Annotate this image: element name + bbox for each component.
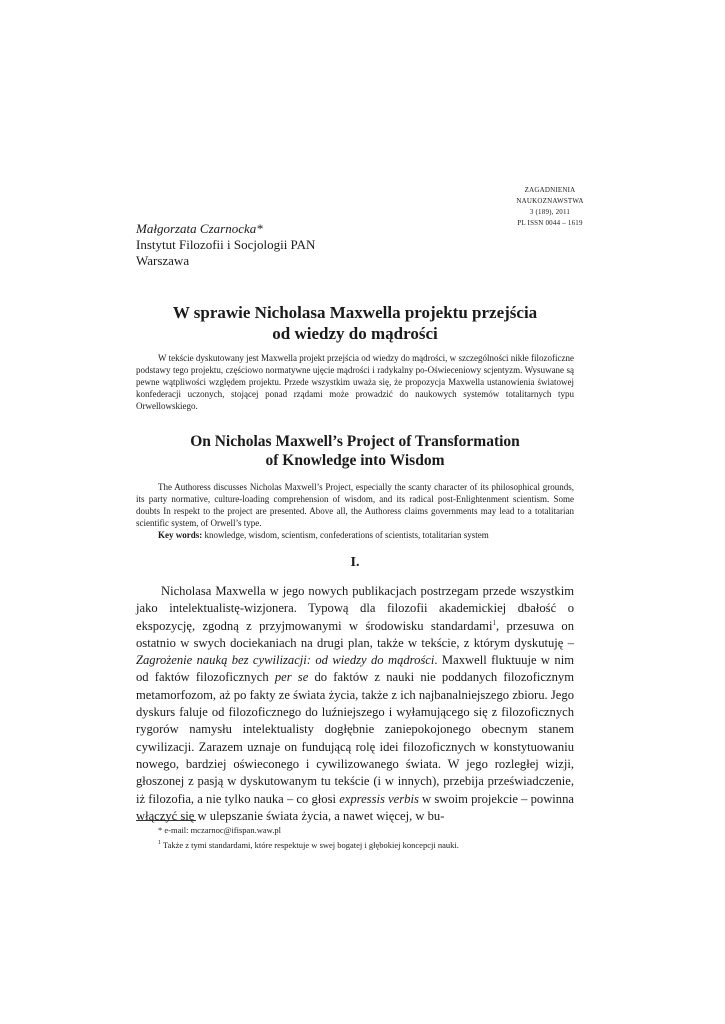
- author-city: Warszawa: [136, 253, 190, 268]
- body-p5: w swoim projekcie – powinna włączyć się w ulepszanie świata życia, a nawet więcej, w bu-: [136, 791, 574, 823]
- body-p3: . Maxwell fluktuuje w nim od faktów filozoficznych: [136, 653, 574, 685]
- abstract-english: [136, 481, 574, 529]
- author-name: Małgorzata Czarnocka*: [136, 221, 263, 236]
- italic-per-se: per se: [274, 670, 309, 685]
- title-polish-line2: od wiedzy do mądrości: [272, 324, 438, 343]
- title-polish-line1: W sprawie Nicholasa Maxwella projektu przejścia: [172, 303, 538, 322]
- body-text: [136, 583, 574, 825]
- abstract-english-text: The Authoress discusses Nicholas Maxwell’s Project, especially the scanty character of its philosophical grounds, its party normative, culture-loading comprehension of wisdom, and its radical post-Enlightenment scientism. Some doubts In respekt to the project are presented. Above all, the Authoress claims governments may lead to a totalitarian scientific system, of Orwell’s type.: [136, 482, 574, 528]
- body-p4: do faktów z nauki nie poddanych filozoficznym metamorfozom, aż po fakty ze świata życia, także z ich najbanalniejszego zbioru. Jego dyskurs faluje od filozoficznego do luźniejszego i wyłamującego się z filozoficznych rygorów namysłu intelektualisty dogłębnie zaniepokojonego obecnym stanem cywilizacji. Zarazem uznaje on fundującą rolę idei filozoficznych w konstytuowaniu nowego, bardziej oświeconego i cywilizowanego świata. W jego rozległej wizji, głoszonej z pasją w dyskutowanym tu tekście (i w innych), przebija przeświadczenie, iż filozofia, a nie tylko nauka – co głosi: [136, 670, 574, 806]
- title-english-line2: of Knowledge into Wisdom: [265, 452, 445, 469]
- body-p1: Nicholasa Maxwella w jego nowych publikacjach postrzegam przede wszystkim jako intelektualistę-wizjonera. Typową dla filozofii akademickiej dbałość o ekspozycję, zgodną z przyjmowanymi w środowisku standardami: [136, 584, 574, 633]
- keywords: [136, 529, 574, 541]
- body-paragraph: [136, 583, 574, 825]
- footnotes: [136, 824, 574, 852]
- footnote-email: [136, 824, 574, 837]
- section-heading: I.: [350, 555, 360, 570]
- journal-issue: 3 (189), 2011: [529, 208, 571, 216]
- journal-name-line1: ZAGADNIENIA: [524, 186, 576, 194]
- footnote-email-text: e-mail: mczarnoc@ifispan.waw.pl: [162, 825, 281, 835]
- italic-expressis-verbis: expressis verbis: [339, 791, 419, 806]
- footnote-1-mark: 1: [158, 840, 161, 846]
- author-institute: Instytut Filozofii i Socjologii PAN: [136, 237, 316, 252]
- footnote-1: [136, 837, 574, 852]
- title-english-line1: On Nicholas Maxwell’s Project of Transformation: [190, 433, 520, 450]
- author-block: [136, 221, 315, 269]
- journal-header: [470, 185, 630, 229]
- footnote-1-text: Także z tymi standardami, które respektuje w swej bogatej i głębokiej koncepcji nauki.: [161, 839, 459, 850]
- footnote-ref-1: 1: [492, 618, 496, 627]
- footnote-email-mark: *: [158, 825, 163, 835]
- abstract-polish: [136, 352, 574, 412]
- abstract-polish-text: W tekście dyskutowany jest Maxwella projekt przejścia od wiedzy do mądrości, w szczególności nikłe filozoficzne podstawy tego projektu, częściowo normatywne ujęcie mądrości i radykalny po-Oświeceniowy scjentyzm. Wysuwane są pewne wątpliwości względem projektu. Przede wszystkim uważa się, że propozycja Maxwella ustanowienia światowej konfederacji uczonych, stojącej ponad rządami może prowadzić do naukowych systemów totalitarnych typu Orwellowskiego.: [136, 353, 574, 411]
- cited-title: Zagrożenie nauką bez cywilizacji: od wiedzy do mądrości: [136, 653, 435, 668]
- keywords-label: Key words:: [158, 530, 203, 540]
- journal-name-line2: NAUKOZNAWSTWA: [516, 197, 584, 205]
- footnote-divider: [136, 820, 196, 821]
- journal-issn: PL ISSN 0044 – 1619: [517, 219, 583, 227]
- title-polish: [100, 302, 610, 344]
- title-english: [100, 432, 610, 470]
- body-p2: , przesuwa on ostatnio w swych dociekaniach na drugi plan, także w tekście, z którym dyskutuję –: [136, 618, 575, 650]
- keywords-text: knowledge, wisdom, scientism, confederations of scientists, totalitarian system: [202, 530, 489, 540]
